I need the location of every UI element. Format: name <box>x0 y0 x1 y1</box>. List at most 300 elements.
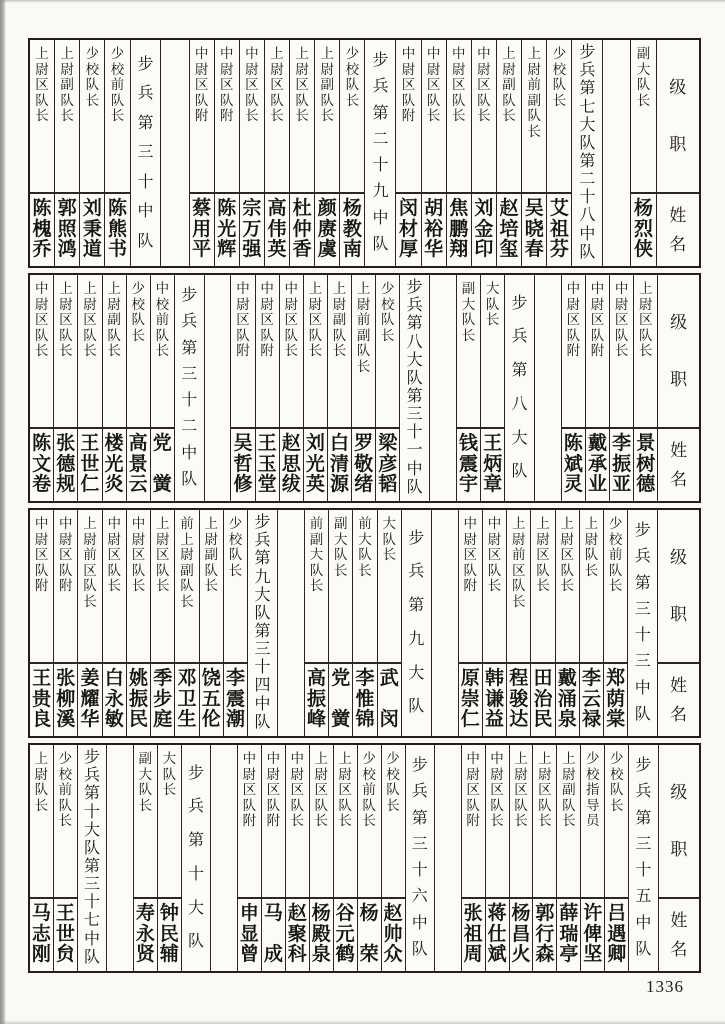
glyph: 艾 <box>549 198 569 219</box>
glyph: 尉 <box>590 296 605 312</box>
rank-cell <box>200 510 223 662</box>
glyph: 五 <box>201 688 221 710</box>
glyph: 长 <box>34 343 49 358</box>
name-cell <box>256 427 279 501</box>
glyph: 八 <box>511 395 528 413</box>
glyph: 上 <box>527 46 541 61</box>
glyph: 长 <box>320 108 335 123</box>
name-cell <box>328 427 351 501</box>
glyph: 队 <box>155 327 170 343</box>
glyph: 长 <box>527 123 541 139</box>
glyph: 中 <box>137 203 154 220</box>
glyph: 兵 <box>84 767 101 785</box>
glyph: 堂 <box>257 474 277 495</box>
glyph: 副 <box>562 782 576 797</box>
glyph: 尉 <box>463 531 478 547</box>
glyph: 中 <box>181 444 198 462</box>
officer-column <box>30 275 53 501</box>
officer-column <box>509 745 533 971</box>
glyph: 刘 <box>474 198 494 219</box>
name-cell <box>531 662 554 736</box>
glyph: 材 <box>398 218 418 240</box>
glyph: 中 <box>34 281 49 296</box>
glyph: 长 <box>333 562 348 578</box>
glyph: 遇 <box>607 923 627 945</box>
glyph: 厚 <box>398 239 418 260</box>
glyph: 队 <box>381 312 395 327</box>
glyph: 前 <box>180 516 194 531</box>
glyph: 少 <box>362 751 376 766</box>
glyph: 队 <box>386 782 400 797</box>
glyph: 尉 <box>260 296 274 312</box>
glyph: 九 <box>408 630 425 648</box>
officer-column <box>289 40 314 266</box>
glyph: 区 <box>34 312 49 327</box>
name-cell <box>522 192 546 266</box>
glyph: 尉 <box>514 766 528 782</box>
glyph: 泉 <box>557 709 577 730</box>
glyph: 长 <box>290 813 305 828</box>
spacer-column <box>434 745 461 971</box>
glyph: 第 <box>408 597 425 615</box>
glyph: 上 <box>511 516 526 531</box>
glyph: 骏 <box>509 688 529 710</box>
glyph: 步 <box>511 294 528 312</box>
glyph: 步 <box>634 522 651 540</box>
glyph: 光 <box>104 453 124 475</box>
glyph: 前 <box>58 782 73 797</box>
glyph: 队 <box>290 797 305 813</box>
officer-column <box>53 745 77 971</box>
glyph: 二 <box>181 418 198 436</box>
glyph: 科 <box>287 944 307 965</box>
glyph: 尉 <box>614 296 629 312</box>
officer-column <box>102 510 126 736</box>
glyph: 罗 <box>354 433 374 454</box>
glyph: 印 <box>474 239 494 260</box>
unit-title <box>182 745 210 971</box>
glyph: 杨 <box>359 903 379 924</box>
rank-cell <box>422 40 446 192</box>
glyph: 队 <box>490 797 504 813</box>
rank-cell <box>329 510 352 662</box>
glyph: 区 <box>560 547 574 562</box>
name-cell <box>472 192 496 266</box>
name-cell <box>353 662 376 736</box>
rank-cell <box>127 275 150 427</box>
glyph: 队 <box>84 948 101 966</box>
glyph: 队 <box>579 134 596 152</box>
glyph: 尉 <box>35 61 49 77</box>
glyph: 华 <box>424 239 444 260</box>
glyph: 区 <box>260 312 274 327</box>
rank-cell <box>610 275 633 427</box>
glyph: 队 <box>527 108 541 123</box>
glyph: 晓 <box>524 218 544 240</box>
glyph: 中 <box>590 281 605 296</box>
glyph: 清 <box>330 453 350 475</box>
glyph: 上 <box>270 46 284 61</box>
glyph: 郭 <box>57 198 77 219</box>
glyph: 乔 <box>32 239 52 260</box>
spacer-column <box>602 40 630 266</box>
glyph: 辉 <box>217 239 237 260</box>
glyph: 裕 <box>424 218 444 240</box>
glyph: 兵 <box>254 532 271 550</box>
glyph: 行 <box>535 923 555 945</box>
glyph: 六 <box>411 888 428 906</box>
glyph: 前 <box>309 516 324 531</box>
rank-cell <box>352 275 375 427</box>
glyph: 尉 <box>566 296 581 312</box>
unit-title <box>406 745 434 971</box>
glyph: 达 <box>509 709 529 730</box>
glyph: 尉 <box>107 531 122 547</box>
glyph: 职 <box>670 839 688 859</box>
name-cell <box>103 662 126 736</box>
glyph: 中 <box>566 281 581 296</box>
glyph: 大 <box>636 61 651 77</box>
glyph: 兵 <box>635 783 652 801</box>
unit-title-column <box>181 745 210 971</box>
glyph: 大 <box>333 531 348 547</box>
rank-cell <box>305 510 328 662</box>
glyph: 梁 <box>378 433 398 454</box>
glyph: 校 <box>608 531 623 547</box>
glyph: 中 <box>219 46 234 61</box>
glyph: 第 <box>254 550 271 568</box>
glyph: 宇 <box>458 474 478 495</box>
glyph: 长 <box>358 562 372 578</box>
glyph: 郭 <box>535 903 555 924</box>
glyph: 队 <box>356 343 371 358</box>
glyph: 校 <box>131 296 145 312</box>
glyph: 附 <box>566 343 581 358</box>
glyph: 长 <box>228 562 243 578</box>
rank-cell <box>522 40 546 192</box>
glyph: 上 <box>314 751 328 766</box>
name-cell <box>580 662 603 736</box>
glyph: 马 <box>31 903 51 924</box>
officer-column <box>237 745 261 971</box>
glyph: 区 <box>477 77 491 92</box>
glyph: 队 <box>372 235 389 253</box>
name-cell <box>224 662 247 736</box>
officer-column <box>53 510 77 736</box>
glyph: 昌 <box>511 923 531 945</box>
name-cell <box>562 427 585 501</box>
glyph: 第 <box>411 809 428 827</box>
rank-cell <box>151 510 174 662</box>
glyph: 上 <box>59 281 73 296</box>
glyph: 员 <box>586 813 600 828</box>
glyph: 英 <box>267 239 287 260</box>
glyph: 队 <box>590 327 605 343</box>
glyph: 长 <box>386 797 400 813</box>
glyph: 中 <box>463 516 478 531</box>
name-cell <box>80 192 104 266</box>
glyph: 长 <box>314 813 328 828</box>
glyph: 大 <box>461 296 476 312</box>
glyph: 尉 <box>562 766 576 782</box>
rank-cell <box>586 275 609 427</box>
officer-column <box>214 40 239 266</box>
officer-column <box>603 510 627 736</box>
glyph: 队 <box>254 604 271 622</box>
glyph: 源 <box>330 474 350 495</box>
glyph: 附 <box>236 343 250 358</box>
rank-cell <box>80 40 104 192</box>
glyph: 鸿 <box>57 239 77 260</box>
rank-cell <box>507 510 530 662</box>
glyph: 长 <box>609 797 624 813</box>
glyph: 区 <box>236 312 250 327</box>
glyph: 长 <box>35 108 49 123</box>
glyph: 长 <box>131 578 146 593</box>
rank-cell <box>256 275 279 427</box>
unit-title-column <box>628 745 657 971</box>
glyph: 队 <box>138 782 153 797</box>
glyph: 寿 <box>135 903 155 924</box>
name-cell <box>481 427 504 501</box>
glyph: 三 <box>411 835 428 853</box>
officer-column <box>461 745 485 971</box>
rank-cell <box>378 510 401 662</box>
glyph: 楼 <box>104 433 124 454</box>
unit-title <box>402 510 431 736</box>
glyph: 长 <box>636 92 651 108</box>
glyph: 瑞 <box>559 923 579 945</box>
glyph: 张 <box>56 433 76 454</box>
glyph: 大 <box>579 116 596 134</box>
name-cell <box>30 427 53 501</box>
rank-cell <box>605 745 628 897</box>
glyph: 职 <box>670 369 688 389</box>
glyph: 队 <box>584 547 599 562</box>
glyph: 队 <box>608 562 623 578</box>
rank-header-label <box>658 275 699 427</box>
glyph: 十 <box>411 862 428 880</box>
officer-column <box>264 40 289 266</box>
glyph: 景 <box>128 453 148 475</box>
glyph: 名 <box>670 705 688 725</box>
officer-column <box>339 40 364 266</box>
name-cell <box>605 897 628 971</box>
glyph: 翔 <box>449 239 469 260</box>
name-cell <box>634 427 657 501</box>
name-cell <box>447 192 471 266</box>
glyph: 中 <box>245 46 259 61</box>
rank-cell <box>215 40 239 192</box>
glyph: 兵 <box>411 783 428 801</box>
officer-column <box>133 745 157 971</box>
glyph: 队 <box>333 547 348 562</box>
glyph: 大 <box>188 899 205 917</box>
scan-edge-left <box>0 0 6 1024</box>
glyph: 尉 <box>180 547 194 562</box>
glyph: 中 <box>242 751 257 766</box>
glyph: 长 <box>155 578 170 593</box>
glyph: 耀 <box>80 688 100 710</box>
glyph: 钟 <box>159 903 179 924</box>
glyph: 尉 <box>584 531 599 547</box>
officer-column <box>485 745 509 971</box>
glyph: 尉 <box>131 531 146 547</box>
glyph: 尉 <box>314 766 328 782</box>
glyph: 步 <box>254 514 271 532</box>
glyph: 尉 <box>60 61 74 77</box>
glyph: 队 <box>562 797 576 813</box>
glyph: 戴 <box>587 433 607 454</box>
glyph: 兵 <box>181 313 198 331</box>
glyph: 中 <box>406 460 423 478</box>
header-column <box>658 745 699 971</box>
name-cell <box>290 192 314 266</box>
glyph: 世 <box>80 453 100 475</box>
glyph: 十 <box>634 627 651 645</box>
glyph: 用 <box>192 218 212 240</box>
glyph: 队 <box>408 698 425 716</box>
glyph: 张 <box>56 668 76 689</box>
glyph: 上 <box>338 751 352 766</box>
glyph: 少 <box>386 751 400 766</box>
glyph: 一 <box>406 442 423 460</box>
glyph: 长 <box>308 343 323 358</box>
unit-title <box>248 510 277 736</box>
rank-cell <box>286 745 309 897</box>
rank-cell <box>353 510 376 662</box>
glyph: 队 <box>452 92 466 108</box>
roster-section-1 <box>28 38 701 268</box>
glyph: 区 <box>463 547 478 562</box>
glyph: 亚 <box>612 474 632 495</box>
glyph: 灵 <box>563 474 583 495</box>
glyph: 长 <box>204 578 218 593</box>
glyph: 队 <box>83 327 97 343</box>
glyph: 第 <box>254 622 271 640</box>
glyph: 党 <box>152 433 172 454</box>
glyph: 卷 <box>32 474 52 495</box>
glyph: 上 <box>562 751 576 766</box>
glyph: 队 <box>284 327 299 343</box>
rank-cell <box>483 510 506 662</box>
glyph: 姜 <box>80 668 100 689</box>
name-cell <box>175 662 198 736</box>
officer-column <box>609 275 633 501</box>
rank-cell <box>54 275 77 427</box>
rank-cell <box>533 745 556 897</box>
glyph: 熊 <box>107 218 127 240</box>
officer-column <box>314 40 339 266</box>
glyph: 十 <box>137 173 154 191</box>
glyph: 长 <box>34 797 49 813</box>
glyph: 长 <box>536 578 550 593</box>
officer-column <box>555 510 579 736</box>
glyph: 队 <box>487 562 502 578</box>
glyph: 赓 <box>317 218 337 240</box>
glyph: 华 <box>80 709 100 730</box>
glyph: 队 <box>538 797 552 813</box>
rank-cell <box>459 510 482 662</box>
glyph: 区 <box>270 77 284 92</box>
rank-cell <box>604 510 627 662</box>
name-cell <box>304 427 327 501</box>
glyph: 上 <box>107 281 121 296</box>
page-number: 1336 <box>646 977 684 996</box>
officer-column <box>30 510 53 736</box>
officer-column <box>482 510 506 736</box>
name-cell <box>604 662 627 736</box>
name-cell <box>329 662 352 736</box>
glyph: 少 <box>58 751 73 766</box>
officer-column <box>157 745 181 971</box>
glyph: 附 <box>463 578 478 593</box>
glyph: 少 <box>85 46 100 61</box>
spacer-column <box>431 510 458 736</box>
rank-cell <box>55 40 79 192</box>
glyph: 队 <box>242 797 257 813</box>
glyph: 区 <box>107 547 122 562</box>
glyph: 长 <box>345 92 360 108</box>
glyph: 前 <box>358 516 372 531</box>
glyph: 十 <box>84 894 101 912</box>
glyph: 校 <box>228 531 243 547</box>
glyph: 副 <box>204 547 218 562</box>
glyph: 尉 <box>477 61 491 77</box>
unit-title <box>365 40 395 266</box>
glyph: 区 <box>284 312 299 327</box>
glyph: 七 <box>579 98 596 116</box>
glyph: 尉 <box>59 296 73 312</box>
glyph: 队 <box>466 797 480 813</box>
officer-column <box>633 275 657 501</box>
glyph: 八 <box>406 333 423 351</box>
glyph: 步 <box>579 44 596 62</box>
glyph: 尉 <box>34 296 49 312</box>
glyph: 中 <box>59 516 73 531</box>
glyph: 尉 <box>527 61 541 77</box>
glyph: 队 <box>260 327 274 343</box>
glyph: 区 <box>245 77 259 92</box>
glyph: 区 <box>590 312 605 327</box>
officer-column <box>30 40 54 266</box>
rank-cell <box>497 40 521 192</box>
glyph: 中 <box>452 46 466 61</box>
glyph: 尉 <box>204 531 218 547</box>
glyph: 队 <box>552 77 567 92</box>
glyph: 尉 <box>426 61 441 77</box>
officer-column <box>189 40 214 266</box>
glyph: 英 <box>305 474 325 495</box>
glyph: 中 <box>34 516 49 531</box>
glyph: 十 <box>635 862 652 880</box>
glyph: 芬 <box>549 239 569 260</box>
unit-title-column <box>405 745 434 971</box>
glyph: 尉 <box>245 61 259 77</box>
rank-cell <box>315 40 339 192</box>
glyph: 尉 <box>83 531 97 547</box>
glyph: 队 <box>638 327 653 343</box>
glyph: 队 <box>188 933 205 951</box>
unit-title-column <box>247 510 277 736</box>
glyph: 副 <box>461 281 476 296</box>
officer-column <box>327 275 351 501</box>
glyph: 导 <box>586 797 600 813</box>
glyph: 长 <box>487 578 502 593</box>
glyph: 长 <box>362 813 376 828</box>
glyph: 级 <box>670 548 688 568</box>
rank-cell <box>334 745 357 897</box>
